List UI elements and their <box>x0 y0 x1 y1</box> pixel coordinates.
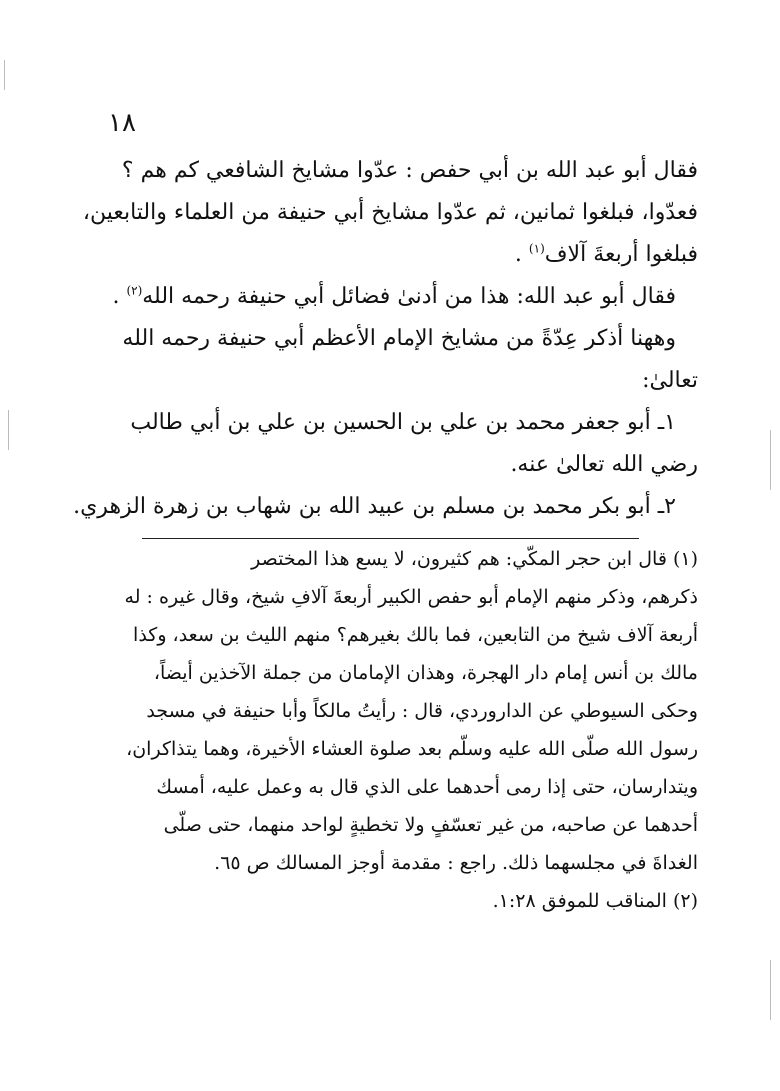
body-line-6: تعالىٰ: <box>642 368 698 393</box>
footnote-line-6: رسول الله صلّى الله عليه وسلّم بعد صلوة العشاء الأخيرة، وهما يتذاكران، <box>126 738 698 760</box>
body-line-3-text: فبلغوا أربعةَ آلاف <box>544 242 698 267</box>
body-line-8: رضي الله تعالىٰ عنه. <box>510 452 698 477</box>
body-line-4: فقال أبو عبد الله: هذا من أدنىٰ فضائل أبي حنيفة رحمه الله$^{(٢)}$ . <box>112 283 676 309</box>
body-line-3: فبلغوا أربعةَ آلاف$^{(١)}$ . <box>514 241 698 267</box>
body-line-2: فعدّوا، فبلغوا ثمانين، ثم عدّوا مشايخ أبي حنيفة من العلماء والتابعين، <box>82 200 698 225</box>
body-line-1: فقال أبو عبد الله بن أبي حفص : عدّوا مشايخ الشافعي كم هم ؟ <box>121 158 698 183</box>
body-line-7: ١ـ أبو جعفر محمد بن علي بن الحسين بن علي بن أبي طالب <box>130 410 676 435</box>
body-line-4-text: فقال أبو عبد الله: هذا من أدنىٰ فضائل أبي حنيفة رحمه الله <box>142 284 676 309</box>
footnote-line-9: الغداةَ في مجلسهما ذلك. راجع : مقدمة أوجز المسالك ص ٦٥. <box>214 852 698 874</box>
footnote-line-2: ذكرهم، وذكر منهم الإمام أبو حفص الكبير أربعةَ آلافِ شيخ، وقال غيره : له <box>124 586 698 608</box>
footnote-line-10: (٢) المناقب للموفق ١:٢٨. <box>492 890 698 912</box>
footnote-divider <box>142 538 639 539</box>
footnotes <box>60 540 698 920</box>
scan-edge-mark <box>8 410 9 450</box>
main-text <box>60 150 698 528</box>
scan-edge-mark <box>4 60 5 90</box>
scan-edge-mark <box>770 960 771 1020</box>
scan-edge-mark <box>770 430 771 490</box>
page-number: ١٨ <box>108 108 136 138</box>
footnote-line-3: أربعة آلاف شيخ من التابعين، فما بالك بغيرهم؟ منهم الليث بن سعد، وكذا <box>133 624 698 646</box>
footnote-line-8: أحدهما عن صاحبه، من غير تعسّفٍ ولا تخطيةٍ لواحد منهما، حتى صلّى <box>163 814 698 836</box>
body-line-5: وههنا أذكر عِدّةً من مشايخ الإمام الأعظم أبي حنيفة رحمه الله <box>122 326 676 351</box>
footnote-ref-2: (٢) <box>126 283 143 298</box>
footnote-line-7: ويتدارسان، حتى إذا رمى أحدهما على الذي قال به وعمل عليه، أمسك <box>156 776 698 798</box>
footnote-line-5: وحكى السيوطي عن الداروردي، قال : رأيتُ مالكاً وأبا حنيفة في مسجد <box>146 700 698 722</box>
footnote-line-4: مالك بن أنس إمام دار الهجرة، وهذان الإمامان من جملة الآخذين أيضاً، <box>153 662 698 684</box>
footnote-line-1: (١) قال ابن حجر المكّي: هم كثيرون، لا يسع هذا المختصر <box>251 548 698 570</box>
footnote-ref-1: (١) <box>528 241 545 256</box>
body-line-9: ٢ـ أبو بكر محمد بن مسلم بن عبيد الله بن شهاب بن زهرة الزهري. <box>73 494 676 519</box>
